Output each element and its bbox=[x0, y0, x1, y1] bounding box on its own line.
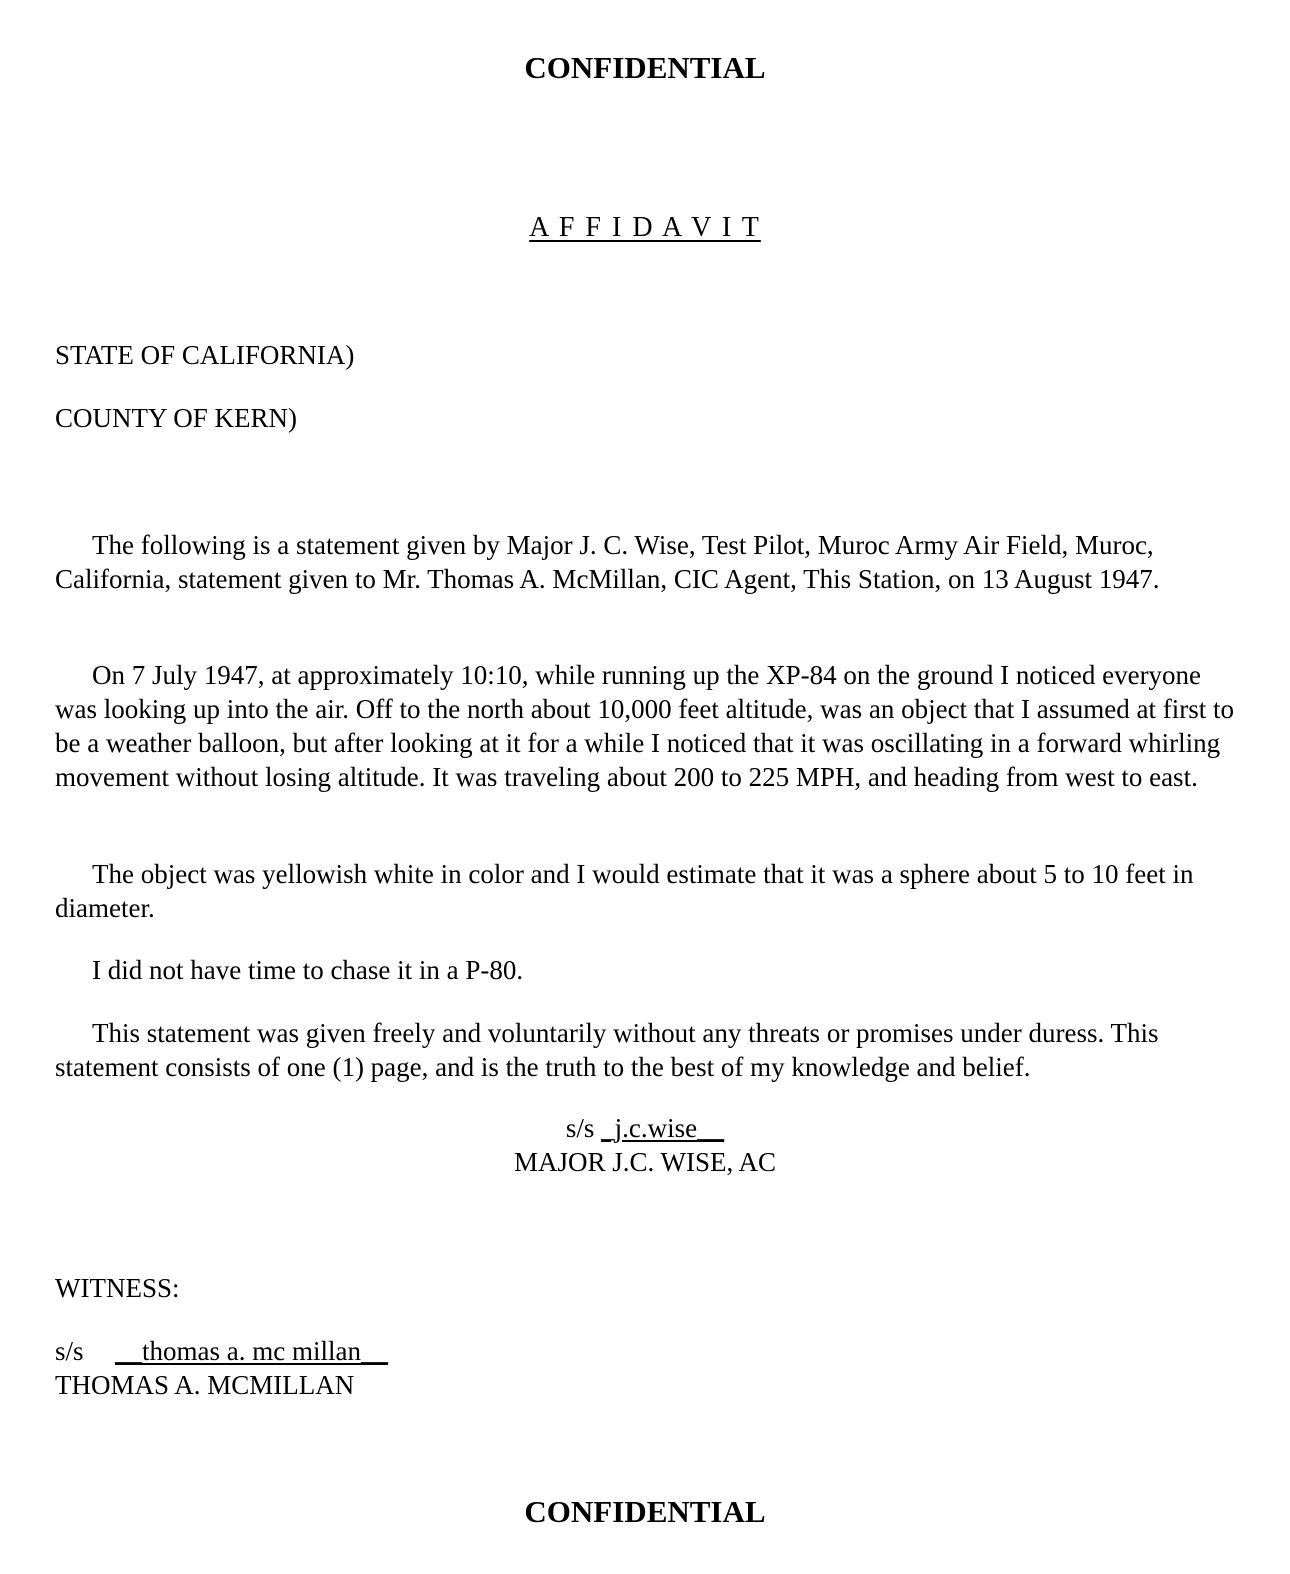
statement-paragraph-intro: The following is a statement given by Major J. C. Wise, Test Pilot, Muroc Army Air Field, Muroc, California, statement given to Mr. Thomas A. McMillan, CIC Agent, This Station, on 13 August 1947. bbox=[55, 530, 1160, 594]
statement-paragraph-description: The object was yellowish white in color and I would estimate that it was a sphere about 5 to 10 feet in diameter. bbox=[55, 859, 1194, 923]
witness-label: WITNESS: bbox=[55, 1273, 180, 1303]
document-title: A F F I D A V I T bbox=[529, 212, 761, 243]
statement-paragraph-attestation: This statement was given freely and voluntarily without any threats or promises under duress. This statement consists of one (1) page, and is the truth to the best of my knowledge and belief. bbox=[55, 1018, 1159, 1082]
witness-signature: __thomas a. mc millan__ bbox=[115, 1336, 388, 1366]
venue-county: COUNTY OF KERN) bbox=[55, 403, 297, 433]
affiant-sig-prefix: s/s bbox=[565, 1113, 595, 1143]
header-classification: CONFIDENTIAL bbox=[524, 50, 766, 85]
witness-signature-line bbox=[55, 1336, 388, 1367]
witness-name: THOMAS A. MCMILLAN bbox=[55, 1370, 355, 1400]
venue-state: STATE OF CALIFORNIA) bbox=[55, 340, 355, 370]
witness-sig-prefix: s/s bbox=[55, 1336, 84, 1366]
affiant-signature-line bbox=[0, 1113, 1290, 1144]
affiant-name: MAJOR J.C. WISE, AC bbox=[513, 1147, 777, 1177]
affiant-signature: _j.c.wise__ bbox=[601, 1113, 725, 1143]
statement-paragraph-sighting: On 7 July 1947, at approximately 10:10, while running up the XP-84 on the ground I noticed everyone was looking up into the air. Off to the north about 10,000 feet altitude, was an object that I assumed at first to be a weather balloon, but after looking at it for a while I noticed that it was oscillating in a forward whirling movement without losing altitude. It was traveling about 200 to 225 MPH, and heading from west to east. bbox=[55, 660, 1234, 792]
statement-paragraph-chase: I did not have time to chase it in a P-80. bbox=[92, 955, 524, 985]
footer-classification: CONFIDENTIAL bbox=[524, 1494, 766, 1529]
